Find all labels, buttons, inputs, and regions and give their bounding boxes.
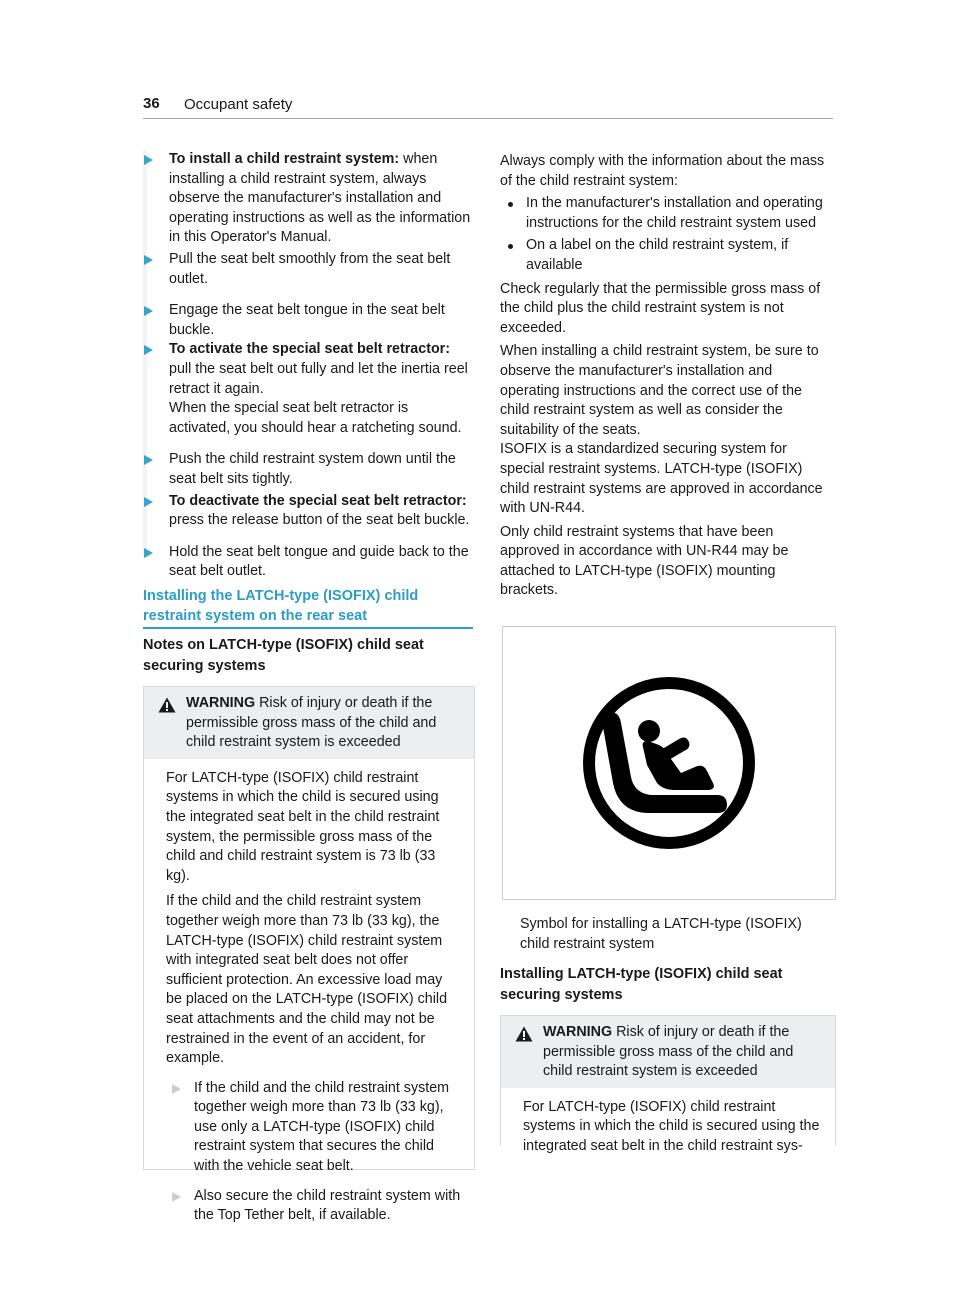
bullet-dot-icon [508,202,513,207]
isofix-symbol-figure [502,626,836,900]
step-5 [143,450,473,489]
paragraph-check: Check regularly that the permissible gross mass of the child plus the child restraint system is not exceeded. [500,280,821,336]
step-6-bold: To deactivate the special seat belt retractor: [169,492,467,509]
step-4 [143,340,473,438]
header-divider [143,118,833,119]
step-7-text: Hold the seat belt tongue and guide back to the seat belt outlet. [169,543,469,580]
warning-paragraph-2: If the child and the child restraint system together weigh more than 73 lb (33 kg), the LATCH-type (ISOFIX) child restraint system with integrated seat belt does not offer sufficient protection. An excessive load may be placed on the LATCH-type (ISOFIX) child seat attachments and the child may not be restrained in the event of an accident, for example. [166,893,448,1067]
arrow-right-icon [144,548,153,558]
bullet-item [500,194,834,233]
bullet-2-text: On a label on the child restraint system, if available [526,237,789,273]
arrow-right-icon [144,497,153,507]
arrow-right-icon [172,1192,181,1202]
step-4-bold: To activate the special seat belt retractor: [169,341,451,358]
figure-caption: Symbol for installing a LATCH-type (ISOFIX) child restraint system [520,916,802,952]
warning-box [143,686,475,1224]
step-2-text: Pull the seat belt smoothly from the seat belt outlet. [169,250,451,287]
warning-title: Risk of injury or death if the permissible gross mass of the child and child restraint system is exceeded [186,695,437,751]
step-7 [143,543,473,582]
paragraph-isofix: ISOFIX is a standardized securing system for special restraint systems. LATCH-type (ISOFIX) child restraint systems are approved in accordance with UN-R44. [500,441,823,517]
right-column-text [500,152,834,601]
step-1-bold: To install a child restraint system: [169,151,400,167]
step-3 [143,301,473,340]
warning-header [501,1016,835,1088]
warning-label: WARNING [543,1024,613,1040]
page-number: 36 [143,95,160,112]
warning-header [144,687,474,759]
warning-body [501,1088,835,1175]
step-6-text: press the release button of the seat belt buckle. [169,512,470,529]
warning-step-1-text: If the child and the child restraint system together weigh more than 73 lb (33 kg), use only a LATCH-type (ISOFIX) child restraint system that secures the child with the vehicle seat belt. [194,1079,450,1175]
isofix-child-seat-icon [503,627,835,899]
warning-triangle-icon [515,1026,533,1042]
warning-label: WARNING [186,695,256,711]
step-3-text: Engage the seat belt tongue in the seat belt buckle. [169,302,445,338]
page-title: Occupant safety [184,96,293,113]
intro-text: Always comply with the information about the mass of the child restraint system: [500,153,825,189]
instruction-steps [143,150,473,582]
arrow-right-icon [144,155,153,165]
step-1-text: when installing a child restraint system, always observe the manufacturer's installation and operating instructions as well as the information in this Operator's Manual. [169,151,471,246]
arrow-right-icon [144,455,153,465]
step-2 [143,250,473,289]
sub-heading-installing: Installing LATCH-type (ISOFIX) child seat securing systems [500,966,783,1003]
paragraph-approved: Only child restraint systems that have been approved in accordance with UN-R44 may be attached to LATCH-type (ISOFIX) mounting brackets. [500,523,789,599]
arrow-right-icon [172,1084,181,1094]
warning-title: Risk of injury or death if the permissible gross mass of the child and child restraint system is exceeded [543,1024,794,1080]
warning-paragraph-1: For LATCH-type (ISOFIX) child restraint systems in which the child is secured using the integrated seat belt in the child restraint system, the permissible gross mass of the child and child restraint system is 73 lb (33 kg). [166,769,440,884]
warning-step-1 [166,1079,462,1177]
arrow-right-icon [144,306,153,316]
warning-body [144,759,474,1238]
section-heading: Installing the LATCH-type (ISOFIX) child restraint system on the rear seat [143,588,419,624]
sub-heading-notes: Notes on LATCH-type (ISOFIX) child seat securing systems [143,637,424,674]
warning-triangle-icon [158,697,176,713]
step-1 [143,150,473,248]
step-5-text: Push the child restraint system down until the seat belt sits tightly. [169,451,456,487]
arrow-right-icon [144,345,153,355]
step-4-extra: When the special seat belt retractor is activated, you should hear a ratcheting sound. [169,400,462,436]
bullet-dot-icon [508,244,513,249]
bullet-item [500,236,834,275]
paragraph-installing: When installing a child restraint system, be sure to observe the manufacturer's installation and operating instructions and the correct use of the child restraint system as well as consider the suitability of the seats. [500,343,819,438]
step-4-text: pull the seat belt out fully and let the inertia reel retract it again. [169,360,468,397]
section-divider [143,627,473,629]
warning-box [500,1015,836,1154]
warning-step-2 [166,1187,462,1226]
arrow-right-icon [144,255,153,265]
bullet-1-text: In the manufacturer's installation and operating instructions for the child restraint system used [526,195,823,231]
step-6 [143,492,473,531]
warning-paragraph-1: For LATCH-type (ISOFIX) child restraint systems in which the child is secured using the integrated seat belt in the child restraint sys- [523,1098,820,1154]
warning-step-2-text: Also secure the child restraint system with the Top Tether belt, if available. [194,1187,461,1224]
